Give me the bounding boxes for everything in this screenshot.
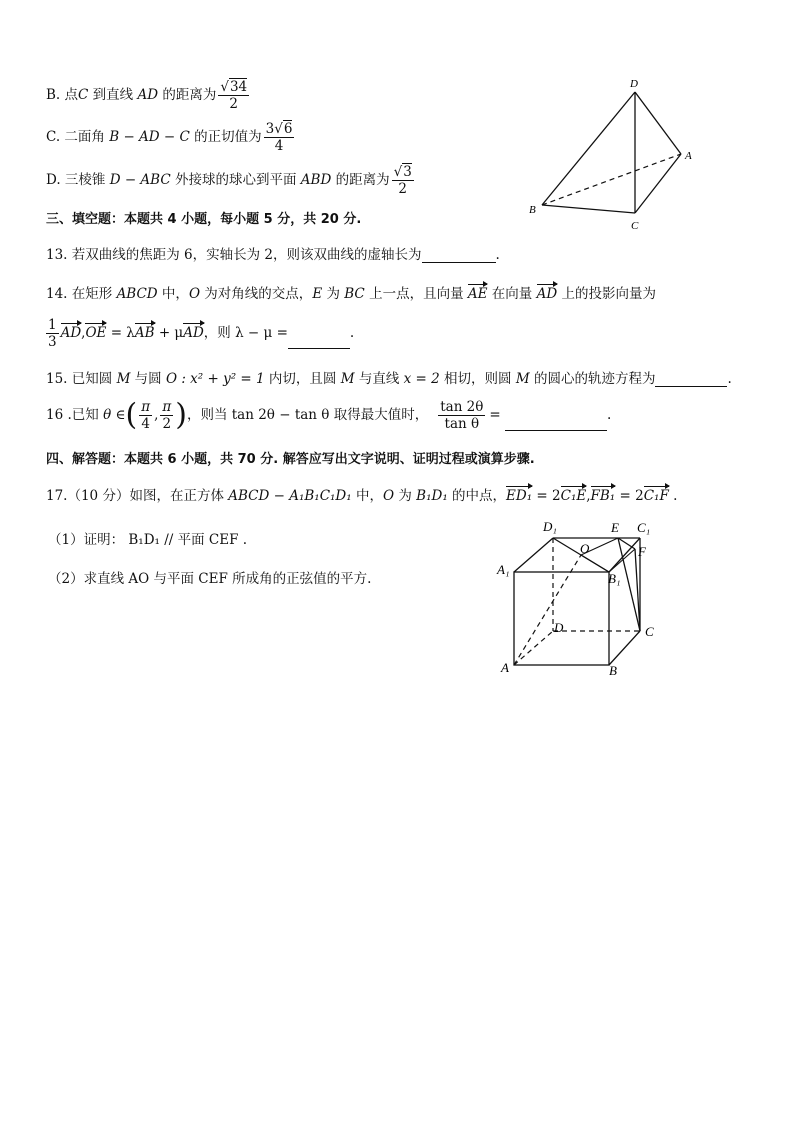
vector: FB₁ bbox=[590, 488, 616, 504]
text: 到直线 bbox=[88, 87, 138, 104]
label-c: C bbox=[645, 624, 654, 639]
text: B. 点 bbox=[46, 87, 79, 104]
q12-option-b bbox=[46, 80, 251, 111]
text: . bbox=[668, 488, 678, 504]
coef: 3 bbox=[265, 121, 275, 137]
var: B − AD − C bbox=[109, 129, 190, 146]
vector: AD bbox=[60, 325, 82, 342]
text: = 2 bbox=[615, 488, 644, 504]
text: , bbox=[81, 325, 86, 342]
text: 上的投影向量为 bbox=[557, 286, 656, 302]
text: 相切，则圆 bbox=[439, 371, 516, 387]
var: ABCD bbox=[116, 286, 158, 302]
q12-option-d bbox=[46, 165, 416, 196]
denominator: 3 bbox=[48, 334, 57, 351]
label-b: B bbox=[609, 663, 617, 678]
text: 16 .已知 bbox=[46, 407, 104, 424]
label-d: D bbox=[554, 620, 564, 635]
text: 中， bbox=[351, 488, 383, 504]
numerator: π bbox=[141, 399, 151, 415]
label-d: D bbox=[630, 78, 638, 90]
vector: C₁E bbox=[560, 488, 587, 504]
text: = 2 bbox=[532, 488, 561, 504]
var: B₁D₁ bbox=[416, 488, 448, 504]
text: 的距离为 bbox=[158, 87, 217, 104]
label-d1: D₁ bbox=[543, 519, 557, 534]
radicand: 3 bbox=[403, 164, 412, 180]
fraction bbox=[139, 400, 152, 431]
text: . bbox=[495, 247, 500, 263]
fraction: $\frac{√34}{2}$ bbox=[220, 79, 248, 113]
vector: AD bbox=[536, 286, 558, 302]
text: 上一点，且向量 bbox=[364, 286, 468, 302]
text: 17.（10 分）如图，在正方体 bbox=[46, 488, 229, 504]
text: C. 二面角 bbox=[46, 129, 110, 146]
label-a: A bbox=[501, 660, 509, 675]
q13 bbox=[46, 246, 500, 263]
var: O bbox=[382, 488, 395, 504]
var: M bbox=[515, 371, 530, 387]
text: 中， bbox=[157, 286, 189, 302]
label-a: A bbox=[685, 150, 692, 162]
text: , bbox=[154, 407, 159, 424]
label-b: B bbox=[529, 204, 536, 216]
label-c: C bbox=[631, 220, 639, 232]
equation: O : x² + y² = 1 bbox=[165, 371, 265, 387]
text: 的距离为 bbox=[331, 172, 390, 189]
var: D − ABC bbox=[109, 172, 171, 189]
fraction bbox=[438, 400, 485, 431]
label-b1: B₁ bbox=[608, 571, 621, 586]
fraction: $\frac{3√6}{4}$ bbox=[265, 121, 293, 155]
text: . bbox=[607, 407, 612, 424]
text: . bbox=[727, 371, 732, 387]
text: 外接球的球心到平面 bbox=[170, 172, 301, 189]
answer-blank[interactable] bbox=[288, 332, 350, 349]
text: 为对角线的交点， bbox=[200, 286, 313, 302]
section-3-heading: 三、填空题：本题共 4 小题，每小题 5 分，共 20 分. bbox=[46, 212, 362, 227]
q17-part2: （2）求直线 AO 与平面 CEF 所成角的正弦值的平方. bbox=[48, 571, 372, 587]
text: 为 bbox=[322, 286, 345, 302]
vector: AD bbox=[183, 325, 204, 342]
paren: ( bbox=[125, 397, 138, 433]
q16 bbox=[46, 397, 612, 433]
numerator: tan 2θ bbox=[440, 399, 484, 415]
text: 为 bbox=[394, 488, 417, 504]
q12-option-c bbox=[46, 122, 296, 153]
answer-blank[interactable] bbox=[655, 370, 727, 387]
text: 的正切值为 bbox=[189, 129, 262, 146]
label-e: E bbox=[611, 520, 619, 535]
text: 的圆心的轨迹方程为 bbox=[529, 371, 656, 387]
paren: ) bbox=[175, 397, 187, 433]
vector: AE bbox=[467, 286, 488, 302]
label-c1: C₁ bbox=[637, 520, 651, 535]
text: 内切，且圆 bbox=[264, 371, 341, 387]
text: D. 三棱锥 bbox=[46, 172, 110, 189]
denominator: 4 bbox=[274, 138, 284, 155]
text: ，则当 tan 2θ − tan θ 取得最大值时， bbox=[186, 407, 429, 424]
answer-blank[interactable] bbox=[505, 414, 607, 431]
label-f: F bbox=[638, 544, 646, 559]
numerator: 1 bbox=[48, 317, 57, 333]
section-4-heading: 四、解答题：本题共 6 小题，共 70 分. 解答应写出文字说明、证明过程或演算步骤. bbox=[46, 452, 535, 467]
q14-line2 bbox=[44, 318, 354, 349]
denominator: 2 bbox=[162, 416, 172, 433]
q15 bbox=[46, 370, 732, 387]
fraction bbox=[160, 400, 173, 431]
text: . bbox=[349, 325, 355, 342]
text: 与直线 bbox=[354, 371, 404, 387]
text: 13. 若双曲线的焦距为 6，实轴长为 2，则该双曲线的虚轴长为 bbox=[46, 247, 422, 263]
vector: ED₁ bbox=[506, 488, 533, 504]
fraction: $\frac{√3}{2}$ bbox=[393, 164, 412, 198]
var: E bbox=[312, 286, 323, 302]
radicand: 6 bbox=[283, 121, 293, 137]
var: M bbox=[340, 371, 355, 387]
q14-line1 bbox=[46, 286, 656, 302]
text: + μ bbox=[154, 325, 184, 342]
denominator: 4 bbox=[141, 416, 150, 433]
label-o: O bbox=[580, 541, 590, 556]
var: θ ∈ bbox=[103, 407, 126, 424]
vector: C₁F bbox=[643, 488, 669, 504]
denominator: tan θ bbox=[444, 416, 480, 433]
equation: x = 2 bbox=[403, 371, 440, 387]
cube-figure bbox=[490, 512, 680, 682]
numerator: π bbox=[162, 399, 172, 415]
q17-stem bbox=[46, 488, 677, 504]
text: 与圆 bbox=[130, 371, 166, 387]
var: BC bbox=[344, 286, 365, 302]
var: O bbox=[188, 286, 201, 302]
fraction bbox=[46, 318, 59, 349]
denominator: 2 bbox=[229, 96, 239, 113]
text: ，则 λ − μ = bbox=[203, 325, 288, 342]
var: AD bbox=[137, 87, 159, 104]
text: 15. 已知圆 bbox=[46, 371, 117, 387]
text: 14. 在矩形 bbox=[46, 286, 117, 302]
var: ABCD − A₁B₁C₁D₁ bbox=[228, 488, 352, 504]
var: ABD bbox=[300, 172, 332, 189]
tetrahedron-figure bbox=[520, 72, 700, 232]
text: 在向量 bbox=[487, 286, 537, 302]
label-a1: A₁ bbox=[497, 562, 510, 577]
text: = λ bbox=[106, 325, 135, 342]
text: 的中点， bbox=[447, 488, 507, 504]
radicand: 34 bbox=[229, 79, 248, 95]
denominator: 2 bbox=[398, 181, 407, 198]
text: = bbox=[489, 407, 501, 424]
vector: OE bbox=[85, 325, 107, 342]
q17-part1: （1）证明： B₁D₁ // 平面 CEF . bbox=[48, 532, 248, 548]
answer-blank[interactable] bbox=[422, 246, 496, 263]
var: M bbox=[116, 371, 131, 387]
text: , bbox=[586, 488, 591, 504]
var: C bbox=[78, 87, 89, 104]
vector: AB bbox=[134, 325, 155, 342]
